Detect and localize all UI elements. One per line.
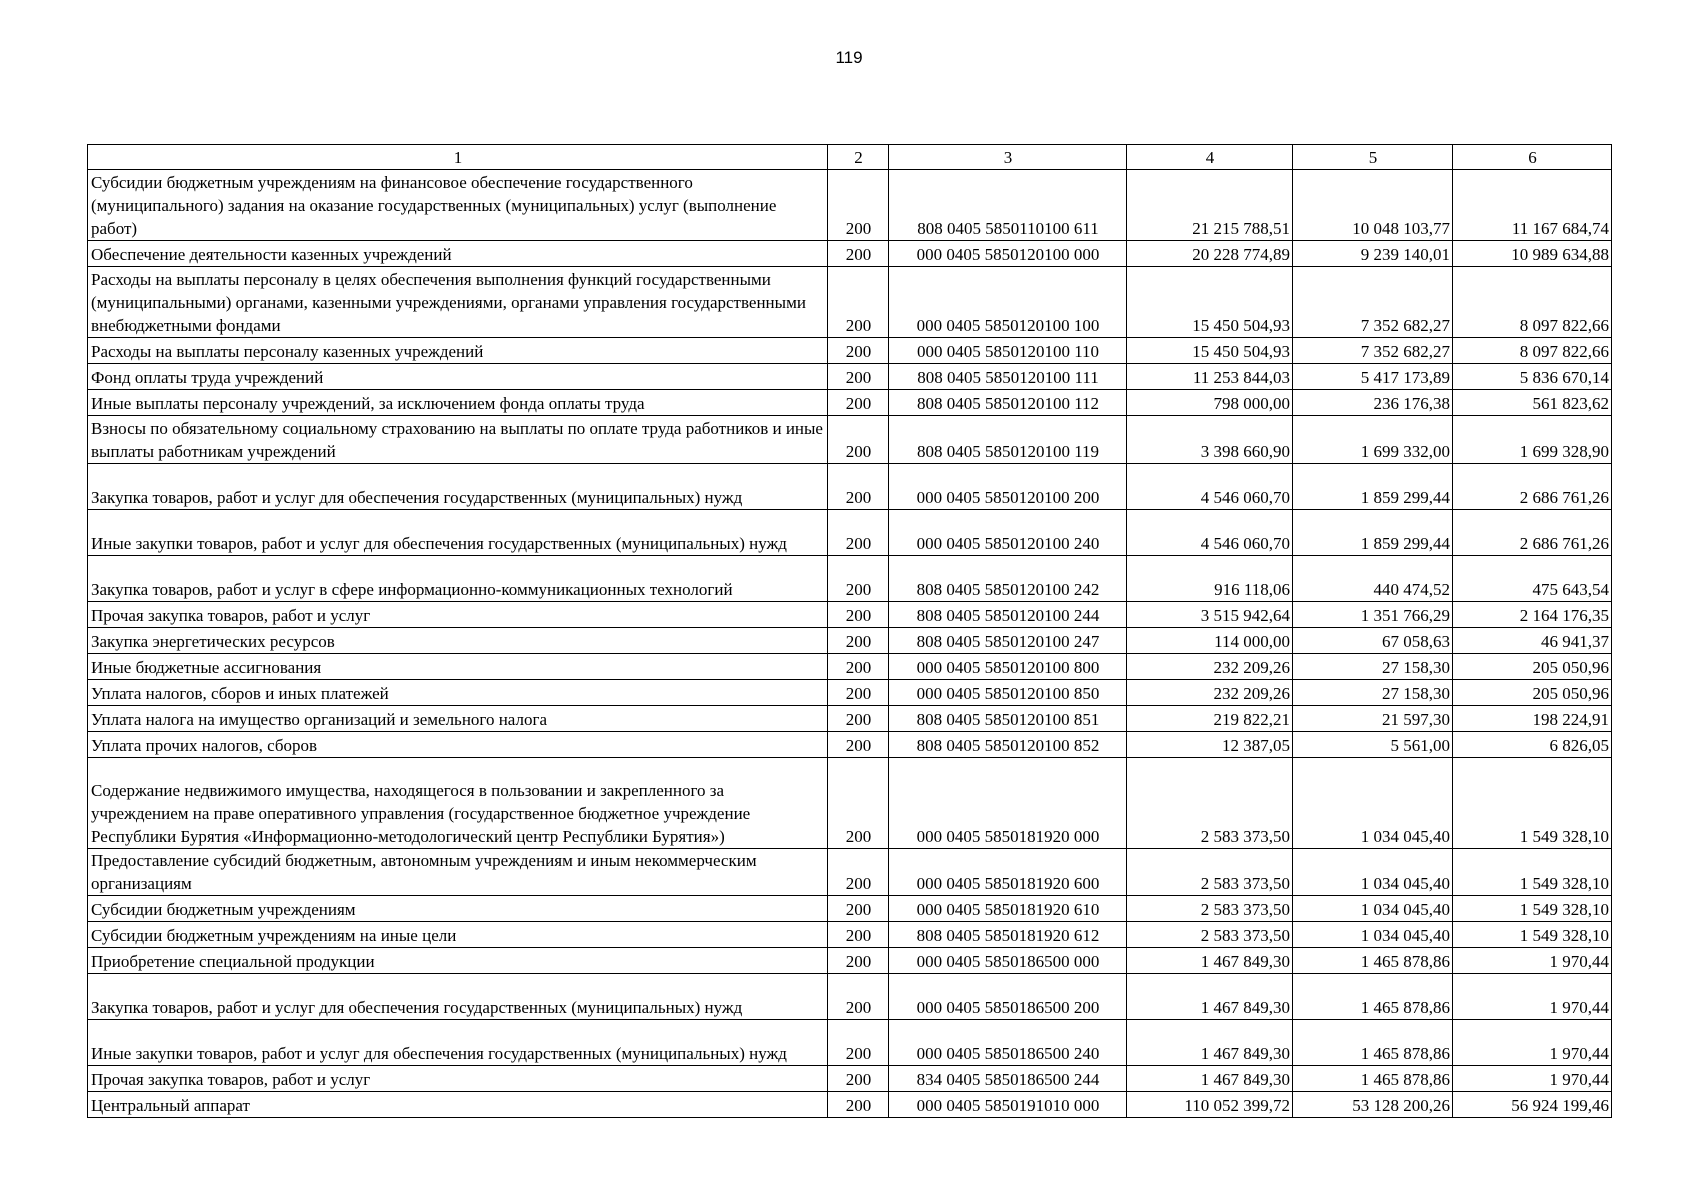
row-name: Прочая закупка товаров, работ и услуг [88,1066,828,1092]
row-executed: 1 034 045,40 [1293,922,1453,948]
row-name: Закупка товаров, работ и услуг для обеспечения государственных (муниципальных) нужд [88,974,828,1020]
row-executed: 1 465 878,86 [1293,974,1453,1020]
row-line-code: 200 [828,338,889,364]
row-budget-code: 000 0405 5850120100 850 [889,680,1127,706]
table-row [88,922,1612,948]
row-remaining: 1 970,44 [1453,948,1612,974]
row-budget-code: 808 0405 5850120100 119 [889,416,1127,464]
column-header-2: 2 [828,145,889,170]
row-remaining: 1 970,44 [1453,1020,1612,1066]
row-line-code: 200 [828,948,889,974]
row-line-code: 200 [828,849,889,896]
row-name: Субсидии бюджетным учреждениям [88,896,828,922]
row-name: Закупка товаров, работ и услуг в сфере информационно-коммуникационных технологий [88,556,828,602]
row-line-code: 200 [828,390,889,416]
row-approved: 916 118,06 [1127,556,1293,602]
row-budget-code: 000 0405 5850120100 200 [889,464,1127,510]
row-executed: 53 128 200,26 [1293,1092,1453,1118]
row-name: Фонд оплаты труда учреждений [88,364,828,390]
row-name: Приобретение специальной продукции [88,948,828,974]
table-row [88,974,1612,1020]
row-name: Предоставление субсидий бюджетным, автономным учреждениям и иным некоммерческим организациям [88,849,828,896]
row-remaining: 1 549 328,10 [1453,922,1612,948]
table-row [88,628,1612,654]
row-budget-code: 000 0405 5850181920 000 [889,758,1127,849]
table-row [88,510,1612,556]
row-line-code: 200 [828,602,889,628]
table-row [88,1066,1612,1092]
table-row [88,948,1612,974]
table-row [88,1020,1612,1066]
row-executed: 1 034 045,40 [1293,758,1453,849]
table-row [88,170,1612,241]
row-line-code: 200 [828,267,889,338]
row-approved: 219 822,21 [1127,706,1293,732]
row-name: Иные закупки товаров, работ и услуг для обеспечения государственных (муниципальных) нужд [88,1020,828,1066]
table-row [88,390,1612,416]
table-row [88,267,1612,338]
row-name: Субсидии бюджетным учреждениям на иные цели [88,922,828,948]
column-header-6: 6 [1453,145,1612,170]
row-budget-code: 808 0405 5850110100 611 [889,170,1127,241]
row-name: Иные выплаты персоналу учреждений, за исключением фонда оплаты труда [88,390,828,416]
row-budget-code: 808 0405 5850120100 852 [889,732,1127,758]
table-row [88,364,1612,390]
row-remaining: 2 164 176,35 [1453,602,1612,628]
row-remaining: 1 549 328,10 [1453,896,1612,922]
row-budget-code: 000 0405 5850181920 600 [889,849,1127,896]
row-line-code: 200 [828,732,889,758]
row-budget-code: 834 0405 5850186500 244 [889,1066,1127,1092]
row-line-code: 200 [828,364,889,390]
row-executed: 1 699 332,00 [1293,416,1453,464]
row-approved: 3 398 660,90 [1127,416,1293,464]
table-row [88,706,1612,732]
row-name: Расходы на выплаты персоналу казенных учреждений [88,338,828,364]
table-row [88,896,1612,922]
row-budget-code: 808 0405 5850120100 242 [889,556,1127,602]
table-row [88,602,1612,628]
row-name: Уплата прочих налогов, сборов [88,732,828,758]
table-row [88,654,1612,680]
row-approved: 4 546 060,70 [1127,510,1293,556]
column-header-3: 3 [889,145,1127,170]
table-row [88,338,1612,364]
row-approved: 110 052 399,72 [1127,1092,1293,1118]
row-approved: 2 583 373,50 [1127,758,1293,849]
row-line-code: 200 [828,510,889,556]
row-approved: 11 253 844,03 [1127,364,1293,390]
row-budget-code: 000 0405 5850120100 100 [889,267,1127,338]
table-row [88,1092,1612,1118]
row-remaining: 1 699 328,90 [1453,416,1612,464]
table-row [88,849,1612,896]
row-approved: 15 450 504,93 [1127,338,1293,364]
table-row [88,758,1612,849]
row-executed: 9 239 140,01 [1293,241,1453,267]
table-row [88,732,1612,758]
table-row [88,556,1612,602]
row-approved: 12 387,05 [1127,732,1293,758]
row-budget-code: 000 0405 5850120100 110 [889,338,1127,364]
row-line-code: 200 [828,628,889,654]
budget-table [87,144,1612,1118]
row-budget-code: 000 0405 5850186500 200 [889,974,1127,1020]
row-name: Обеспечение деятельности казенных учреждений [88,241,828,267]
row-budget-code: 000 0405 5850181920 610 [889,896,1127,922]
column-header-4: 4 [1127,145,1293,170]
table-row [88,680,1612,706]
row-executed: 67 058,63 [1293,628,1453,654]
row-name: Расходы на выплаты персоналу в целях обеспечения выполнения функций государственными (муниципальными) органами, казенными учреждениями, органами управления государственными внебюджетными фондами [88,267,828,338]
row-approved: 798 000,00 [1127,390,1293,416]
row-approved: 2 583 373,50 [1127,849,1293,896]
row-line-code: 200 [828,1066,889,1092]
row-line-code: 200 [828,416,889,464]
row-approved: 1 467 849,30 [1127,1020,1293,1066]
row-approved: 114 000,00 [1127,628,1293,654]
row-executed: 27 158,30 [1293,680,1453,706]
row-approved: 232 209,26 [1127,654,1293,680]
row-budget-code: 808 0405 5850181920 612 [889,922,1127,948]
row-budget-code: 808 0405 5850120100 247 [889,628,1127,654]
row-budget-code: 000 0405 5850120100 240 [889,510,1127,556]
row-line-code: 200 [828,706,889,732]
row-approved: 21 215 788,51 [1127,170,1293,241]
row-executed: 1 034 045,40 [1293,849,1453,896]
row-name: Закупка товаров, работ и услуг для обеспечения государственных (муниципальных) нужд [88,464,828,510]
row-executed: 10 048 103,77 [1293,170,1453,241]
row-approved: 2 583 373,50 [1127,922,1293,948]
row-executed: 5 561,00 [1293,732,1453,758]
row-remaining: 1 970,44 [1453,1066,1612,1092]
row-name: Взносы по обязательному социальному страхованию на выплаты по оплате труда работников и иные выплаты работникам учреждений [88,416,828,464]
row-remaining: 2 686 761,26 [1453,510,1612,556]
row-approved: 3 515 942,64 [1127,602,1293,628]
row-remaining: 198 224,91 [1453,706,1612,732]
row-line-code: 200 [828,896,889,922]
row-budget-code: 000 0405 5850186500 000 [889,948,1127,974]
row-name: Уплата налогов, сборов и иных платежей [88,680,828,706]
row-name: Уплата налога на имущество организаций и земельного налога [88,706,828,732]
row-executed: 1 465 878,86 [1293,948,1453,974]
row-executed: 1 859 299,44 [1293,464,1453,510]
row-approved: 232 209,26 [1127,680,1293,706]
row-executed: 1 351 766,29 [1293,602,1453,628]
row-budget-code: 808 0405 5850120100 112 [889,390,1127,416]
row-budget-code: 808 0405 5850120100 244 [889,602,1127,628]
row-name: Иные бюджетные ассигнования [88,654,828,680]
row-budget-code: 000 0405 5850186500 240 [889,1020,1127,1066]
row-remaining: 561 823,62 [1453,390,1612,416]
page-number: 119 [835,48,863,67]
row-executed: 27 158,30 [1293,654,1453,680]
row-remaining: 5 836 670,14 [1453,364,1612,390]
column-header-1: 1 [88,145,828,170]
row-line-code: 200 [828,1092,889,1118]
row-line-code: 200 [828,922,889,948]
row-line-code: 200 [828,1020,889,1066]
row-executed: 1 859 299,44 [1293,510,1453,556]
row-approved: 4 546 060,70 [1127,464,1293,510]
row-approved: 2 583 373,50 [1127,896,1293,922]
row-executed: 1 465 878,86 [1293,1066,1453,1092]
row-name: Закупка энергетических ресурсов [88,628,828,654]
row-executed: 1 465 878,86 [1293,1020,1453,1066]
row-remaining: 10 989 634,88 [1453,241,1612,267]
row-remaining: 2 686 761,26 [1453,464,1612,510]
row-name: Прочая закупка товаров, работ и услуг [88,602,828,628]
row-approved: 20 228 774,89 [1127,241,1293,267]
row-executed: 440 474,52 [1293,556,1453,602]
row-remaining: 1 970,44 [1453,974,1612,1020]
row-remaining: 46 941,37 [1453,628,1612,654]
row-remaining: 475 643,54 [1453,556,1612,602]
row-line-code: 200 [828,556,889,602]
row-budget-code: 808 0405 5850120100 851 [889,706,1127,732]
row-executed: 21 597,30 [1293,706,1453,732]
row-line-code: 200 [828,680,889,706]
row-remaining: 56 924 199,46 [1453,1092,1612,1118]
table-header-row [88,145,1612,170]
row-approved: 1 467 849,30 [1127,948,1293,974]
row-line-code: 200 [828,170,889,241]
row-line-code: 200 [828,654,889,680]
row-remaining: 8 097 822,66 [1453,338,1612,364]
row-approved: 1 467 849,30 [1127,1066,1293,1092]
row-executed: 7 352 682,27 [1293,267,1453,338]
row-remaining: 11 167 684,74 [1453,170,1612,241]
row-remaining: 1 549 328,10 [1453,849,1612,896]
row-budget-code: 000 0405 5850120100 800 [889,654,1127,680]
row-name: Содержание недвижимого имущества, находящегося в пользовании и закрепленного за учреждением на праве оперативного управления (государственное бюджетное учреждение Республики Бурятия «Информационно-методологический центр Республики Бурятия») [88,758,828,849]
table-row [88,241,1612,267]
row-name: Центральный аппарат [88,1092,828,1118]
table-row [88,464,1612,510]
row-approved: 15 450 504,93 [1127,267,1293,338]
row-line-code: 200 [828,758,889,849]
column-header-5: 5 [1293,145,1453,170]
row-name: Иные закупки товаров, работ и услуг для обеспечения государственных (муниципальных) нужд [88,510,828,556]
row-remaining: 6 826,05 [1453,732,1612,758]
row-line-code: 200 [828,974,889,1020]
row-remaining: 1 549 328,10 [1453,758,1612,849]
row-executed: 1 034 045,40 [1293,896,1453,922]
row-executed: 7 352 682,27 [1293,338,1453,364]
row-line-code: 200 [828,241,889,267]
row-remaining: 8 097 822,66 [1453,267,1612,338]
row-name: Субсидии бюджетным учреждениям на финансовое обеспечение государственного (муниципального) задания на оказание государственных (муниципальных) услуг (выполнение работ) [88,170,828,241]
table-row [88,416,1612,464]
row-approved: 1 467 849,30 [1127,974,1293,1020]
row-line-code: 200 [828,464,889,510]
row-budget-code: 000 0405 5850120100 000 [889,241,1127,267]
row-budget-code: 000 0405 5850191010 000 [889,1092,1127,1118]
row-budget-code: 808 0405 5850120100 111 [889,364,1127,390]
row-remaining: 205 050,96 [1453,680,1612,706]
row-executed: 5 417 173,89 [1293,364,1453,390]
row-remaining: 205 050,96 [1453,654,1612,680]
row-executed: 236 176,38 [1293,390,1453,416]
